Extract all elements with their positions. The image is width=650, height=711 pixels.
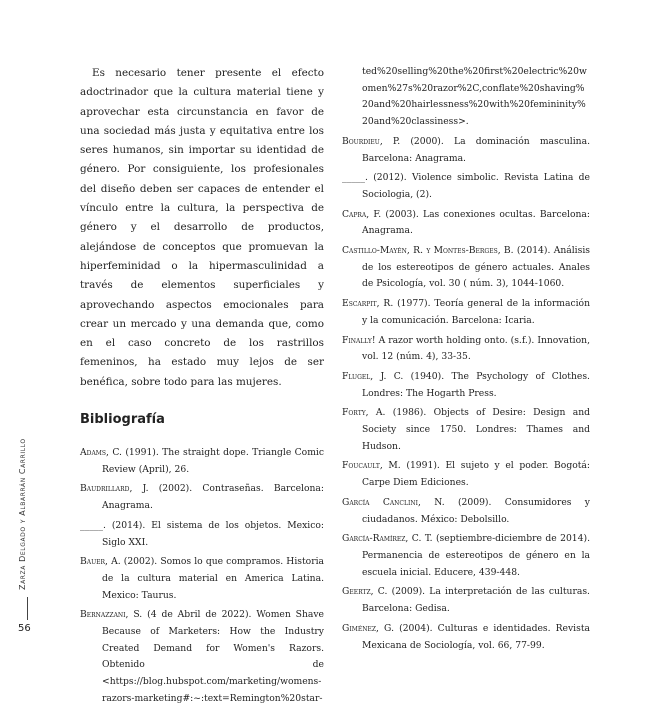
reference-text: (2000). La dominación masculina. Barcelona: Anagrama. (362, 135, 590, 164)
reference-entry (342, 405, 590, 455)
reference-entry (342, 584, 590, 617)
reference-text: (2003). Las conexiones ocultas. Barcelona: Anagrama. (362, 208, 590, 237)
reference-entry (342, 495, 590, 528)
reference-text: (1940). The Psychology of Clothes. Londres: The Hogarth Press. (362, 370, 590, 399)
left-reference-list (80, 445, 324, 708)
page-number: 56 (18, 623, 31, 634)
reference-text: (2012). Violence simbolic. Revista Latina de Sociologia, (2). (362, 172, 590, 200)
reference-text: (2014). El sistema de los objetos. Mexico: Siglo XXI. (102, 519, 324, 548)
bibliography-heading: Bibliografía (80, 412, 165, 428)
reference-author: Bourdieu, P. (342, 135, 401, 147)
reference-entry (342, 170, 590, 203)
reference-author: _____. (80, 519, 106, 531)
reference-author: Forty, A. (342, 407, 386, 419)
reference-entry (80, 518, 324, 551)
reference-text: (1977). Teoría general de la información y la comunicación. Barcelona: Icaria. (362, 298, 590, 326)
reference-author: Flugel, J. C. (342, 370, 404, 382)
reference-entry (342, 333, 590, 366)
margin-rule (27, 597, 28, 620)
running-head: Zarza Delgado y Albarrán Carrillo (18, 438, 27, 590)
reference-author: García Canclini, N. (342, 496, 445, 508)
reference-text: (2014). Análisis de los estereotipos de género actuales. Anales de Psicología, vol. 30 ( núm. 3), 1044-1060. (362, 245, 590, 290)
reference-entry (80, 554, 324, 604)
reference-continuation: ted%20selling%20the%20first%20electric%20women%27s%20razor%2C,conflate%20shaving%20and%20hairlessness%20with%20femininity%20and%20classiness>. (362, 66, 587, 128)
reference-author: Castillo-Mayén, R. y Montes-Berges, B. (342, 245, 514, 257)
reference-entry (80, 607, 324, 707)
reference-entry (342, 134, 590, 167)
reference-text: (2004). Culturas e identidades. Revista Mexicana de Sociología, vol. 66, 77-99. (362, 622, 590, 651)
reference-entry (342, 243, 590, 293)
reference-text: (2009). Consumidores y ciudadanos. México: Debolsillo. (362, 496, 591, 525)
reference-entry (342, 621, 590, 654)
reference-text: A razor worth holding onto. (s.f.). Innovation, vol. 12 (núm. 4), 33-35. (362, 334, 590, 363)
reference-author: _____. (342, 172, 368, 184)
reference-text: (1991). El sujeto y el poder. Bogotá: Carpe Diem Ediciones. (362, 460, 590, 489)
reference-author: Escarpit, R. (342, 298, 394, 310)
reference-author: Bernazzani, S. (80, 609, 143, 621)
reference-entry (80, 481, 324, 514)
reference-entry (342, 296, 590, 329)
reference-author: Bauer, A. (80, 556, 121, 568)
reference-entry (80, 445, 324, 478)
reference-author: Foucault, M. (342, 460, 401, 472)
reference-author: Giménez, G. (342, 622, 394, 634)
reference-entry (342, 207, 590, 240)
reference-text: (4 de Abril de 2022). Women Shave Because of Marketers: How the Industry Created Demand for Women's Razors. Obtenido de <https://blog.hubspot.com/marketing/womens-razors-marketing#:~:text=Remington%20star- (102, 609, 324, 704)
left-column (80, 64, 324, 711)
right-column (342, 64, 590, 657)
reference-author: Finally! (342, 334, 376, 346)
reference-author: Geertz, C. (342, 586, 388, 598)
body-paragraph: Es necesario tener presente el efecto adoctrinador que la cultura material tiene y aprovechar esta circunstancia en favor de una sociedad más justa y equitativa entre los seres humanos, sin importar su identidad de género. Por consiguiente, los profesionales del diseño deben ser capaces de entender el vínculo entre la cultura, la perspectiva de género y el desarrollo de productos, alejándose de conceptos que promuevan la hiperfeminidad o la hipermasculinidad a través de elementos superficiales y aprovechando aspectos emocionales para crear un mercado y una demanda que, como en el caso concreto de los rastrillos femeninos, ha estado muy lejos de ser benéfica, sobre todo para las mujeres. (80, 67, 324, 388)
reference-entry (342, 369, 590, 402)
reference-text: (1991). The straight dope. Triangle Comic Review (April), 26. (102, 447, 324, 475)
reference-author: Baudrillard, J. (80, 483, 149, 495)
reference-author: Adams, C. (80, 447, 122, 459)
reference-text: (2002). Contraseñas. Barcelona: Anagrama. (102, 483, 324, 512)
reference-text: (septiembre-diciembre de 2014). Permanencia de estereotipos de género en la escuela inicial. Educere, 439-448. (362, 533, 591, 578)
reference-author: García-Ramírez, C. T. (342, 533, 433, 545)
reference-text: (2002). Somos lo que compramos. Historia de la cultura material en America Latina. Mexico: Taurus. (102, 556, 325, 601)
reference-author: Capra, F. (342, 208, 382, 220)
reference-entry (342, 458, 590, 491)
right-reference-list (342, 134, 590, 654)
reference-text: (1986). Objects of Desire: Design and Society since 1750. Londres: Thames and Hudson. (362, 407, 590, 452)
reference-entry (342, 531, 590, 581)
reference-text: (2009). La interpretación de las culturas. Barcelona: Gedisa. (362, 586, 590, 615)
